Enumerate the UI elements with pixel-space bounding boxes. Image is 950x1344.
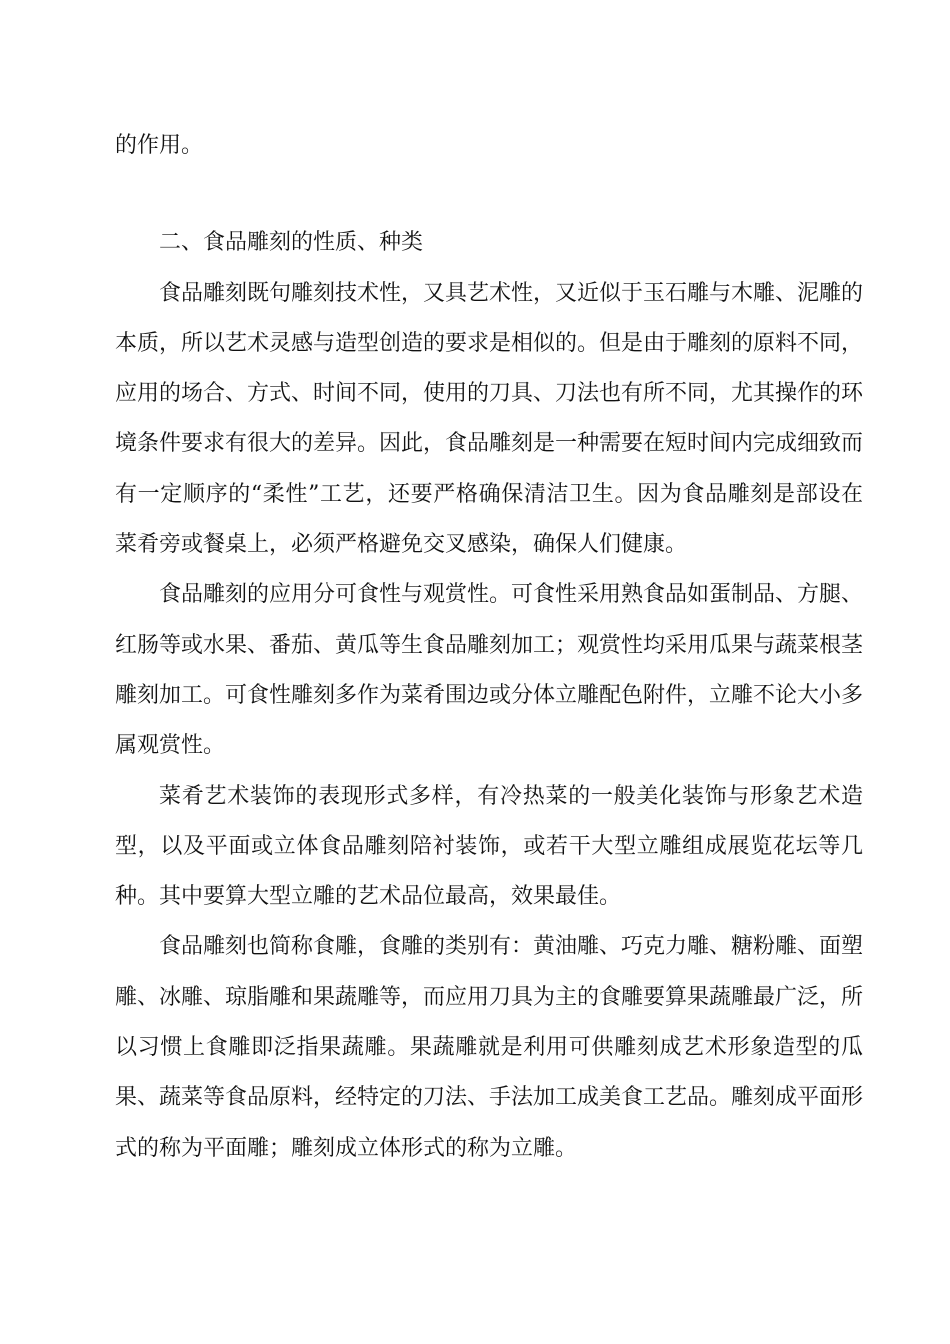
section-heading: 二、食品雕刻的性质、种类 xyxy=(159,230,424,256)
paragraph-application: 食品雕刻的应用分可食性与观赏性。可食性采用熟食品如蛋制品、方腿、红肠等或水果、番茄、黄瓜等生食品雕刻加工；观赏性均采用瓜果与蔬菜根茎雕刻加工。可食性雕刻多作为菜肴围边或分体立雕配色附件，立雕不论大小多属观赏性。 xyxy=(115,582,864,759)
paragraph-categories: 食品雕刻也简称食雕，食雕的类别有：黄油雕、巧克力雕、糖粉雕、面塑雕、冰雕、琼脂雕和果蔬雕等，而应用刀具为主的食雕要算果蔬雕最广泛，所以习惯上食雕即泛指果蔬雕。果蔬雕就是利用可供雕刻成艺术形象造型的瓜果、蔬菜等食品原料，经特定的刀法、手法加工成美食工艺品。雕刻成平面形式的称为平面雕；雕刻成立体形式的称为立雕。 xyxy=(115,934,864,1161)
paragraph-continuation: 的作用。 xyxy=(115,133,204,158)
paragraph-nature: 食品雕刻既句雕刻技术性，又具艺术性，又近似于玉石雕与木雕、泥雕的本质，所以艺术灵感与造型创造的要求是相似的。但是由于雕刻的原料不同，应用的场合、方式、时间不同，使用的刀具、刀法也有所不同，尤其操作的环境条件要求有很大的差异。因此，食品雕刻是一种需要在短时间内完成细致而有一定顺序的“柔性”工艺，还要严格确保清洁卫生。因为食品雕刻是部设在菜肴旁或餐桌上，必须严格避免交叉感染，确保人们健康。 xyxy=(115,280,864,558)
paragraph-decoration-forms: 菜肴艺术装饰的表现形式多样，有冷热菜的一般美化装饰与形象艺术造型，以及平面或立体食品雕刻陪衬装饰，或若干大型立雕组成展览花坛等几种。其中要算大型立雕的艺术品位最高，效果最佳。 xyxy=(115,783,863,910)
document-body xyxy=(115,121,863,1174)
